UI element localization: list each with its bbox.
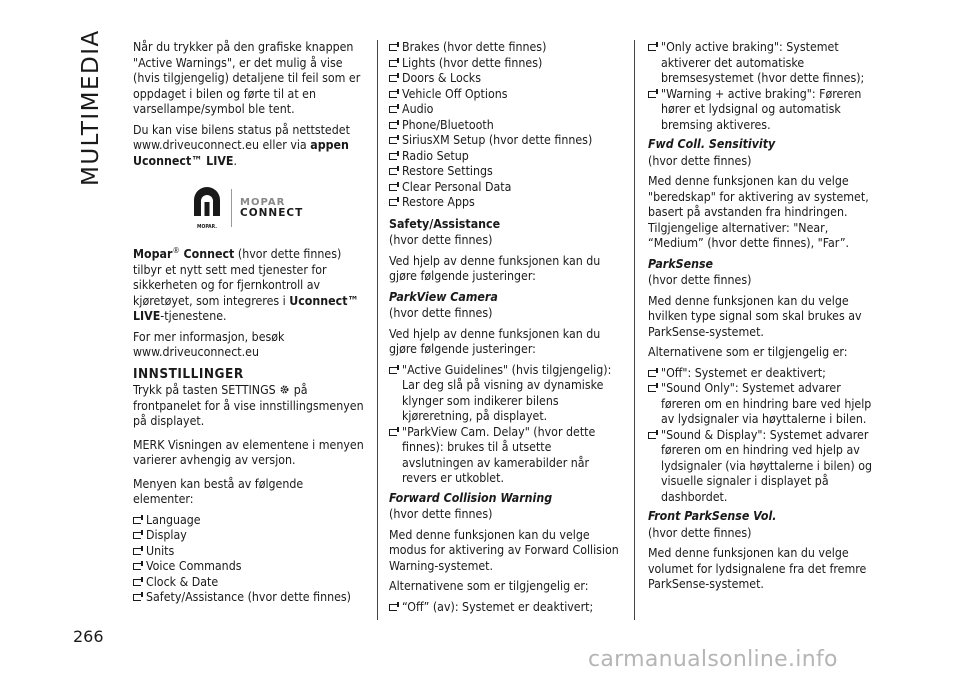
list-item: "Active Guidelines" (hvis tilgjengelig): Lar deg slå på visning av dynamiske klynger som indikerer bilens kjøreretning, på displayet. (389, 363, 621, 425)
list-item: SiriusXM Setup (hvor dette finnes) (389, 133, 621, 149)
list-item: "Only active braking": Systemet aktiverer det automatiske bremsesystemet (hvor dette finnes); (648, 40, 880, 87)
mopar-m-icon (191, 186, 223, 218)
list-item: Clear Personal Data (389, 180, 621, 196)
paragraph: For mer informasjon, besøk www.driveuconnect.eu (133, 329, 285, 360)
availability-note: (hvor dette finnes) (648, 153, 752, 168)
availability-note: (hvor dette finnes) (389, 306, 493, 320)
watermark: carmanualsonline.info (588, 647, 838, 672)
settings-gear-icon (279, 384, 290, 395)
mopar-connect-logo: MOPAR. MOPAR CONNECT (191, 187, 365, 229)
list-item: "Sound & Display": Systemet advarer føreren om en hindring ved hjelp av lydsignaler (via høyttalerne i bilen) og visuelle signaler i displayet på dashbordet. (648, 428, 880, 506)
paragraph: Med denne funksjonen kan du velge volumet for lydsignalene fra det fremre ParkSense-systemet. (648, 546, 867, 591)
list-item: Clock & Date (133, 575, 365, 591)
paragraph: Når du trykker på den grafiske knappen "Active Warnings", er det mulig å vise (hvis tilgjengelig) detaljene til feil som er oppdaget i bilen og førte til at en varsellampe/symbol ble tent. (133, 40, 361, 116)
paragraph: Ved hjelp av denne funksjonen kan du gjøre følgende justeringer: (389, 253, 601, 283)
column-divider (377, 40, 378, 620)
list-item: "ParkView Cam. Delay" (hvor dette finnes): brukes til å utsette avslutningen av kamerabilder når revers er utkoblet. (389, 425, 621, 487)
paragraph: Med denne funksjonen kan du velge "beredskap" for aktivering av systemet, basert på avstanden fra hindringen. Tilgjengelige alternativer: "Near, “Medium” (hvor dette finnes), "Far”. (648, 174, 869, 250)
availability-note: (hvor dette finnes) (648, 273, 752, 287)
list-item: Phone/Bluetooth (389, 118, 621, 134)
list-item: Units (133, 544, 365, 560)
section-heading: INNSTILLINGER (133, 365, 244, 382)
paragraph: Du kan vise bilens status på nettstedet www.driveuconnect.eu eller via appen Uconnect™ LIVE. (133, 122, 350, 168)
subheading: Safety/Assistance (389, 216, 501, 231)
page-number: 266 (73, 627, 104, 646)
list-item: Voice Commands (133, 559, 365, 575)
list-item: "Off": Systemet er deaktivert; (648, 366, 880, 382)
paragraph: Alternativene som er tilgjengelig er: (389, 579, 589, 593)
list-item: “Off” (av): Systemet er deaktivert; (389, 600, 621, 616)
column-2 (389, 40, 621, 615)
section-side-title: MULTIMEDIA (78, 29, 104, 186)
availability-note: (hvor dette finnes) (389, 507, 493, 521)
list-item: Doors & Locks (389, 71, 621, 87)
subheading: Forward Collision Warning (389, 490, 553, 505)
paragraph: Menyen kan bestå av følgende elementer: (133, 476, 304, 507)
menu-item-list (133, 513, 365, 606)
column-3 (648, 40, 880, 598)
note: MERK Visningen av elementene i menyen varierer avhengig av versjon. (133, 437, 364, 468)
paragraph: Med denne funksjonen kan du velge hvilken type signal som skal brukes av ParkSense-systemet. (648, 293, 862, 339)
subheading: Fwd Coll. Sensitivity (648, 137, 776, 151)
subheading: ParkSense (648, 256, 714, 271)
column-1 (133, 40, 365, 606)
availability-note: (hvor dette finnes) (389, 233, 493, 247)
subheading: ParkView Camera (389, 289, 498, 304)
list-item: Display (133, 528, 365, 544)
list-item: Language (133, 513, 365, 529)
paragraph: Mopar® Connect (hvor dette finnes) tilbyr et nytt sett med tjenester for sikkerheten og for fjernkontroll av kjøretøyet, som integreres i Uconnect™ LIVE-tjenestene. (133, 246, 359, 324)
paragraph: Ved hjelp av denne funksjonen kan du gjøre følgende justeringer: (389, 326, 601, 356)
paragraph: Alternativene som er tilgjengelig er: (648, 345, 848, 359)
menu-item-list (389, 40, 621, 211)
list-item: Radio Setup (389, 149, 621, 165)
list-item: Vehicle Off Options (389, 87, 621, 103)
subheading: Front ParkSense Vol. (648, 509, 777, 523)
list-item: Lights (hvor dette finnes) (389, 56, 621, 72)
list-item: Safety/Assistance (hvor dette finnes) (133, 590, 365, 606)
list-item: Brakes (hvor dette finnes) (389, 40, 621, 56)
list-item: Restore Settings (389, 164, 621, 180)
list-item: Restore Apps (389, 195, 621, 211)
paragraph: Trykk på tasten SETTINGS på frontpanelet for å vise innstillingsmenyen på displayet. (133, 383, 364, 429)
availability-note: (hvor dette finnes) (648, 525, 752, 540)
paragraph: Med denne funksjonen kan du velge modus for aktivering av Forward Collision Warning-systemet. (389, 527, 619, 573)
list-item: "Sound Only": Systemet advarer føreren om en hindring bare ved hjelp av lydsignaler via høyttalerne i bilen. (648, 381, 880, 428)
list-item: "Warning + active braking": Føreren hører et lydsignal og automatisk bremsing aktiveres. (648, 87, 880, 134)
list-item: Audio (389, 102, 621, 118)
column-divider (634, 40, 635, 620)
